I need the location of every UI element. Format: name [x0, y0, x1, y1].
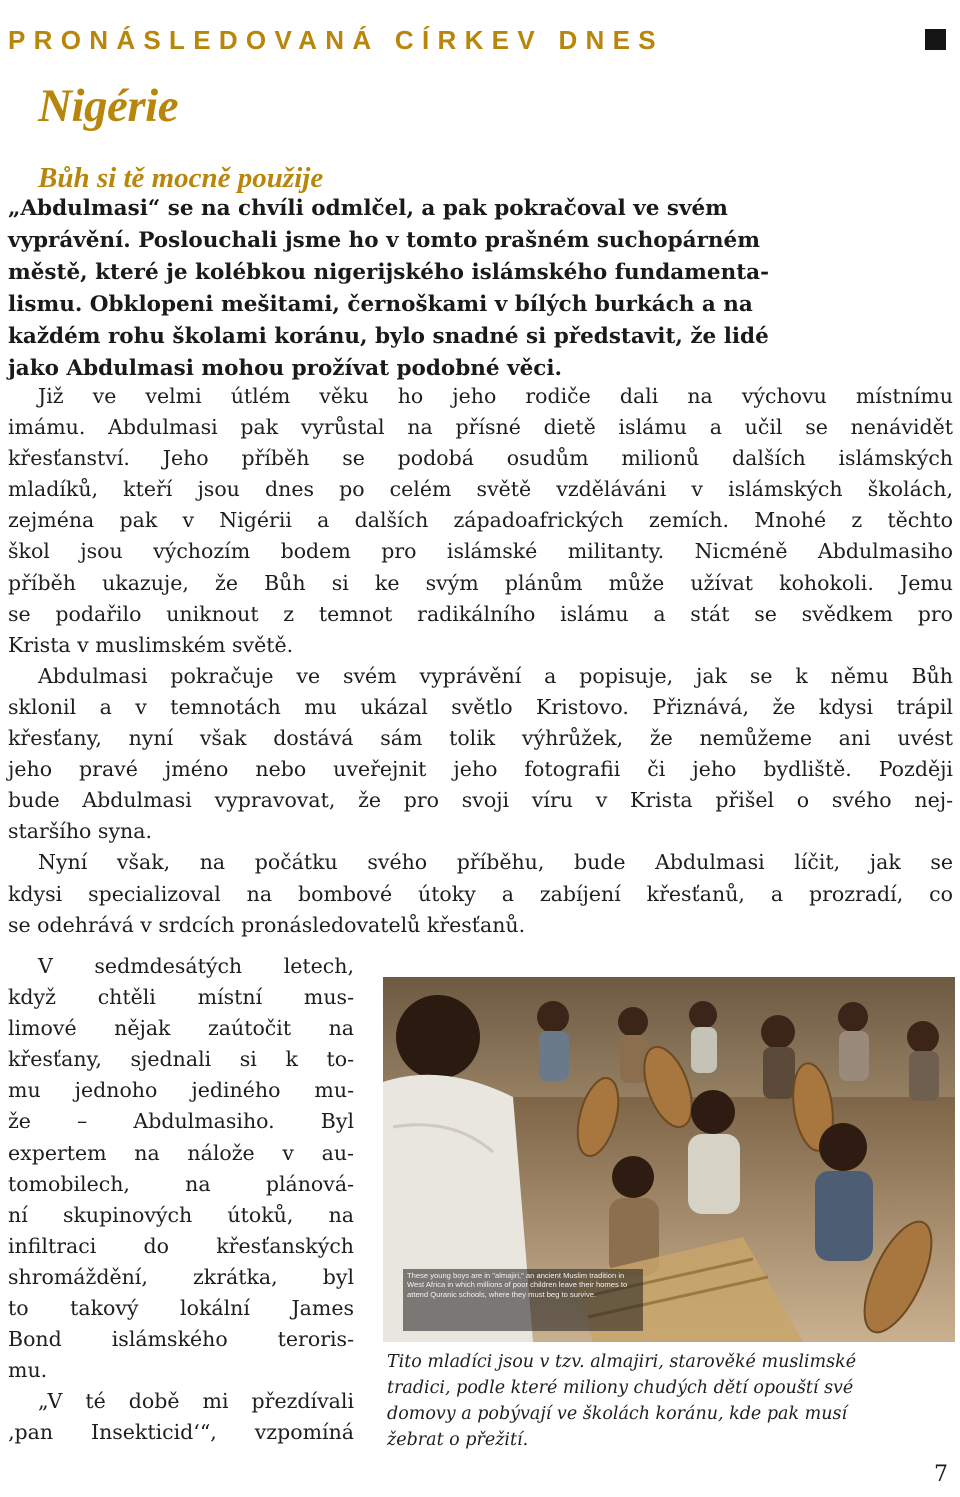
column-line: V sedmdesátých letech, [38, 954, 354, 978]
column-line: expertem na nálože v au- [8, 1140, 354, 1165]
body-line: Nyní však, na počátku svého příběhu, bude Abdulmasi líčit, jak se [38, 850, 953, 875]
body-line: Již ve velmi útlém věku ho jeho rodiče dali na výchovu místnímu [38, 384, 953, 408]
body-line: zejména pak v Nigérii a dalších západoafrických zemích. Mnohé z těchto [8, 508, 953, 533]
caption-line: tradici, podle které miliony chudých dětí opouští své [387, 1378, 854, 1398]
lead-line: každém rohu školami koránu, bylo snadné si představit, že lidé [8, 324, 769, 349]
body-line: Abdulmasi pokračuje ve svém vyprávění a popisuje, jak se k němu Bůh [38, 663, 953, 688]
caption-line: domovy a pobývají ve školách koránu, kde pak musí [387, 1404, 848, 1424]
column-line: shromáždění, zkrátka, byl [8, 1264, 354, 1289]
lead-line: městě, které je kolébkou nigerijského islámského fundamenta- [8, 260, 770, 285]
body-line: se odehrává v srdcích pronásledovatelů křesťanů. [8, 912, 526, 937]
article-title: Nigérie [38, 80, 179, 132]
body-line: škol jsou výchozím bodem pro islámské militanty. Nicméně Abdulmasiho [8, 539, 953, 564]
body-line: se podařilo uniknout z temnot radikálního islámu a stát se svědkem pro [8, 601, 953, 626]
body-line: bude Abdulmasi vypravovat, že pro svoji víru v Krista přišel o svého nej- [8, 788, 953, 813]
body-line: příběh ukazuje, že Bůh si ke svým plánům může užívat kohokoli. Jemu [8, 570, 953, 595]
column-line: ‚pan Insekticid‘“, vzpomíná [8, 1420, 354, 1445]
column-line: „V té době mi přezdívali [38, 1389, 354, 1414]
header-square-marker [925, 29, 946, 50]
column-line: mu. [8, 1358, 48, 1383]
caption-line: Tito mladíci jsou v tzv. almajiri, starověké muslimské [387, 1352, 857, 1372]
lead-line: vyprávění. Poslouchali jsme ho v tomto prašném suchopárném [8, 228, 760, 253]
column-line: křesťany, sjednali si k to- [8, 1047, 354, 1072]
photo-caption [387, 1349, 954, 1453]
body-line: imámu. Abdulmasi pak vyrůstal na přísné dietě islámu a učil se nenávidět [8, 415, 953, 440]
column-line: Bond islámského teroris- [8, 1327, 354, 1352]
lead-line: „Abdulmasi“ se na chvíli odmlčel, a pak pokračoval ve svém [8, 196, 728, 221]
column-line: ní skupinových útoků, na [8, 1202, 354, 1227]
body-text [8, 381, 953, 941]
body-line: křesťany, nyní však dostává sám tolik výhrůžek, že nemůžeme ani uvést [8, 726, 953, 751]
column-line: tomobilech, na plánová- [8, 1171, 354, 1196]
photo-inset-caption: These young boys are in "almajiri," an ancient Muslim tradition in West Africa in which millions of poor children leave their homes to attend Quranic schools, where they must beg to survive. [407, 1271, 628, 1299]
lead-line: lismu. Obklopeni mešitami, černoškami v bílých burkách a na [8, 292, 753, 317]
body-line: mladíků, kteří jsou dnes po celém světě vzděláváni v islámských školách, [8, 477, 953, 502]
caption-line: žebrat o přežití. [387, 1430, 529, 1450]
body-line: kdysi specializoval na bombové útoky a zabíjení křesťanů, a prozradí, co [8, 881, 953, 906]
lead-paragraph [8, 193, 953, 385]
body-line: Krista v muslimském světě. [8, 632, 294, 657]
body-line: staršího syna. [8, 819, 152, 844]
body-line: sklonil a v temnotách mu ukázal světlo Kristovo. Přiznává, že kdysi trápil [8, 694, 953, 719]
column-line: mu jednoho jediného mu- [8, 1078, 354, 1103]
article-subtitle: Bůh si tě mocně použije [38, 162, 324, 194]
section-header: PRONÁSLEDOVANÁ CÍRKEV DNES [8, 25, 664, 55]
lead-line: jako Abdulmasi mohou prožívat podobné věci. [8, 356, 563, 381]
page-number: 7 [934, 1462, 948, 1487]
body-line: křesťanství. Jeho příběh se podobá osudům milionů dalších islámských [8, 446, 953, 471]
column-line: infiltraci do křesťanských [8, 1233, 354, 1258]
body-line: jeho pravé jméno nebo uveřejnit jeho fotografii či jeho bydliště. Později [8, 757, 953, 782]
column-line: limové nějak zaútočit na [8, 1016, 354, 1041]
column-line: to takový lokální James [8, 1296, 354, 1321]
article-photo [383, 977, 955, 1342]
left-column-text [8, 951, 354, 1449]
column-line: když chtěli místní mus- [8, 985, 354, 1010]
column-line: že – Abdulmasiho. Byl [8, 1109, 354, 1134]
